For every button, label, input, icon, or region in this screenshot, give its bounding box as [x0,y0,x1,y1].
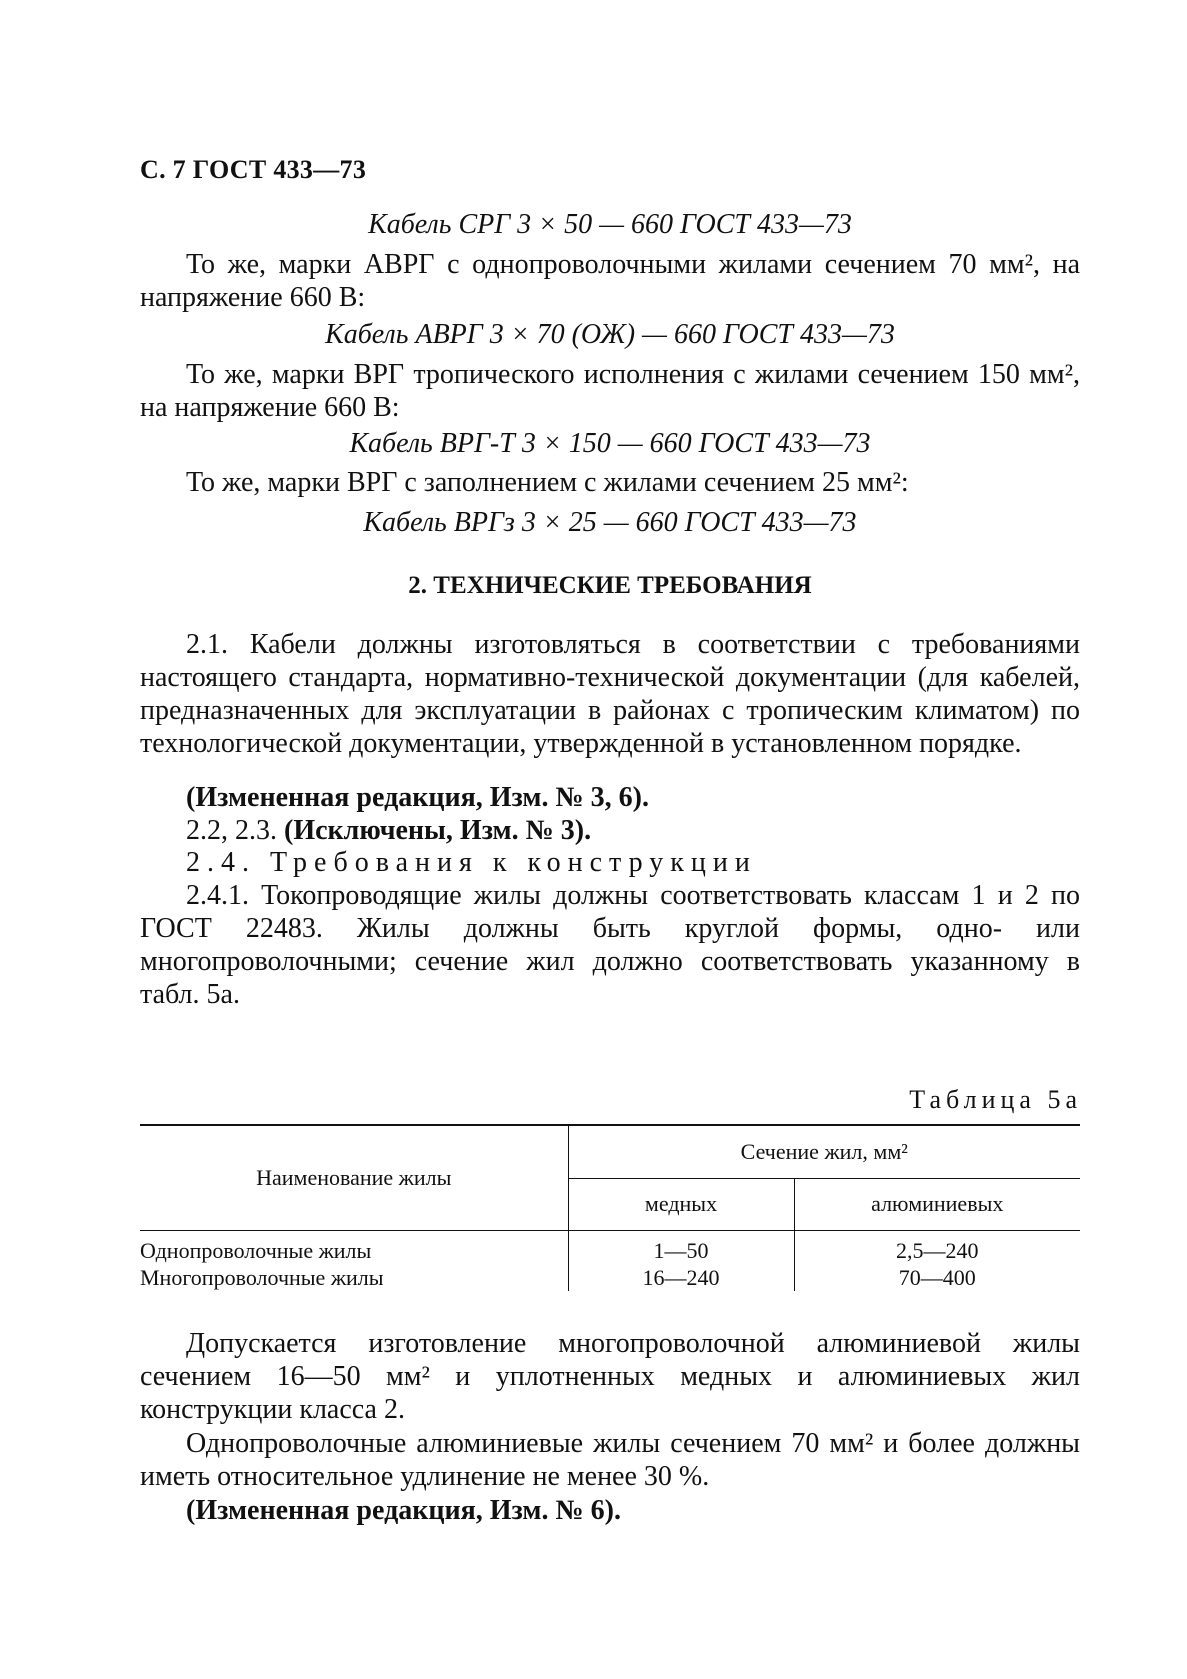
row-aluminum: 2,5—240 [794,1231,1080,1265]
example-text-avrg: То же, марки АВРГ с однопроволочными жилами сечением 70 мм², на напряжение 660 В: [140,249,1080,313]
example-formula-avrg: Кабель АВРГ 3 × 70 (ОЖ) — 660 ГОСТ 433—73 [325,319,895,350]
example-formula-srg: Кабель СРГ 3 × 50 — 660 ГОСТ 433—73 [368,209,852,240]
paragraph-2-2-number: 2.2, 2.3. [186,815,277,846]
example-text-vrg-t: То же, марки ВРГ тропического исполнения с жилами сечением 150 мм², на напряжение 660 В: [140,359,1080,423]
table-row [140,1231,1080,1265]
example-text-vrgz: То же, марки ВРГ с заполнением с жилами сечением 25 мм²: [186,467,909,498]
row-name: Однопроволочные жилы [140,1238,372,1263]
edit-note-6: (Измененная редакция, Изм. № 6). [186,1495,621,1526]
table-caption: Таблица 5а [909,1085,1082,1114]
edit-note-2-1: (Измененная редакция, Изм. № 3, 6). [186,782,649,813]
section-title: 2. ТЕХНИЧЕСКИЕ ТРЕБОВАНИЯ [408,572,812,599]
table-5a [140,1124,1080,1291]
paragraph-elongation: Однопроволочные алюминиевые жилы сечением 70 мм² и более должны иметь относительное удлинение не менее 30 %. [140,1428,1080,1492]
paragraph-2-1: 2.1. Кабели должны изготовляться в соответствии с требованиями настоящего стандарта, нормативно-технической документации (для кабелей, предназначенных для эксплуатации в районах с тропическим климатом) по технологической документации, утвержденной в установленном порядке. [140,629,1080,759]
row-name: Многопроволочные жилы [140,1265,384,1290]
header-aluminum: алюминиевых [794,1178,1080,1231]
example-formula-vrg-t: Кабель ВРГ-Т 3 × 150 — 660 ГОСТ 433—73 [349,428,871,459]
paragraph-allowed: Допускается изготовление многопроволочной алюминиевой жилы сечением 16—50 мм² и уплотненных медных и алюминиевых жил конструкции класса 2. [140,1328,1080,1425]
row-copper: 16—240 [568,1264,794,1291]
header-copper: медных [568,1178,794,1231]
header-core-name: Наименование жилы [140,1125,568,1231]
row-copper: 1—50 [568,1231,794,1265]
page-header: С. 7 ГОСТ 433—73 [140,155,367,184]
paragraph-2-2-excluded: (Исключены, Изм. № 3). [284,815,592,846]
example-formula-vrgz: Кабель ВРГз 3 × 25 — 660 ГОСТ 433—73 [363,507,857,538]
paragraph-2-2 [140,814,1126,847]
header-cross-section: Сечение жил, мм² [568,1125,1080,1178]
paragraph-2-4: 2.4. Требования к конструкции [186,847,757,878]
table-row [140,1264,1080,1291]
row-aluminum: 70—400 [794,1264,1080,1291]
paragraph-2-4-1: 2.4.1. Токопроводящие жилы должны соответствовать классам 1 и 2 по ГОСТ 22483. Жилы должны быть круглой формы, одно- или многопроволочными; сечение жил должно соответствовать указанному в табл. 5а. [140,880,1080,1010]
